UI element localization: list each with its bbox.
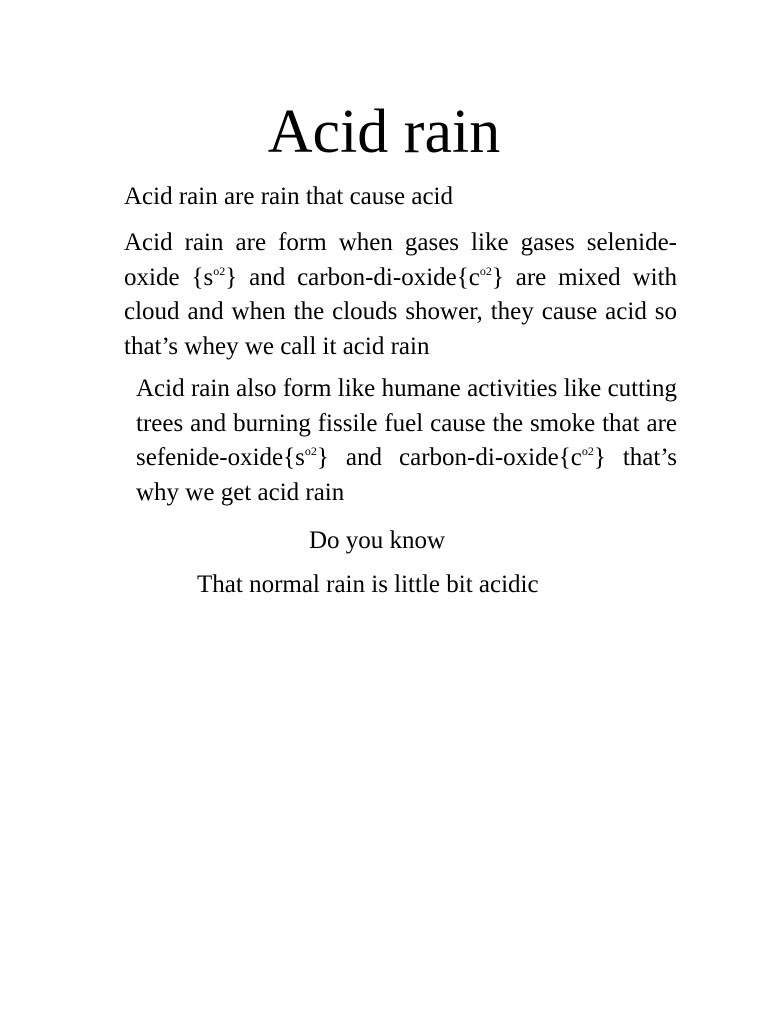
- activities-intro-text: Acid rain also form like humane activities like cutting trees and burning fissile fuel cause the smoke that are sefenide-oxide: [136, 375, 677, 471]
- formula-superscript: o2: [479, 263, 492, 278]
- formula-superscript: o2: [304, 444, 317, 458]
- formula-close: }: [316, 444, 329, 471]
- carbon-dioxide-formula: [559, 444, 606, 471]
- sulfur-dioxide-formula: [191, 264, 237, 291]
- formula-close: }: [225, 263, 238, 291]
- page-title: Acid rain: [267, 98, 501, 166]
- sulfur-dioxide-formula: [283, 444, 329, 471]
- formation-paragraph: [124, 226, 677, 364]
- activities-connector-text: and carbon-di-oxide: [345, 444, 559, 471]
- did-you-know-fact: That normal rain is little bit acidic: [197, 571, 539, 598]
- formula-close: }: [593, 444, 606, 471]
- formula-open: {c: [558, 444, 582, 471]
- activities-outro-text: that’s why we get acid rain: [136, 444, 678, 506]
- formula-superscript: o2: [581, 444, 594, 458]
- formula-open: {s: [283, 444, 305, 471]
- carbon-dioxide-formula: [457, 264, 504, 291]
- formula-open: {c: [456, 263, 480, 291]
- formula-close: }: [491, 263, 504, 291]
- human-activities-paragraph: [136, 372, 677, 510]
- definition-paragraph: Acid rain are rain that cause acid: [124, 183, 453, 210]
- formation-connector-text: and carbon-di-oxide: [249, 263, 457, 291]
- formation-outro-text: are mixed with cloud and when the clouds shower, they cause acid so that’s whey we call it acid rain: [124, 263, 678, 360]
- formula-superscript: o2: [213, 263, 226, 278]
- formula-open: {s: [191, 263, 214, 291]
- did-you-know-heading: Do you know: [309, 527, 446, 554]
- formation-intro-text: Acid rain are form when gases like gases selenide-oxide: [124, 229, 677, 291]
